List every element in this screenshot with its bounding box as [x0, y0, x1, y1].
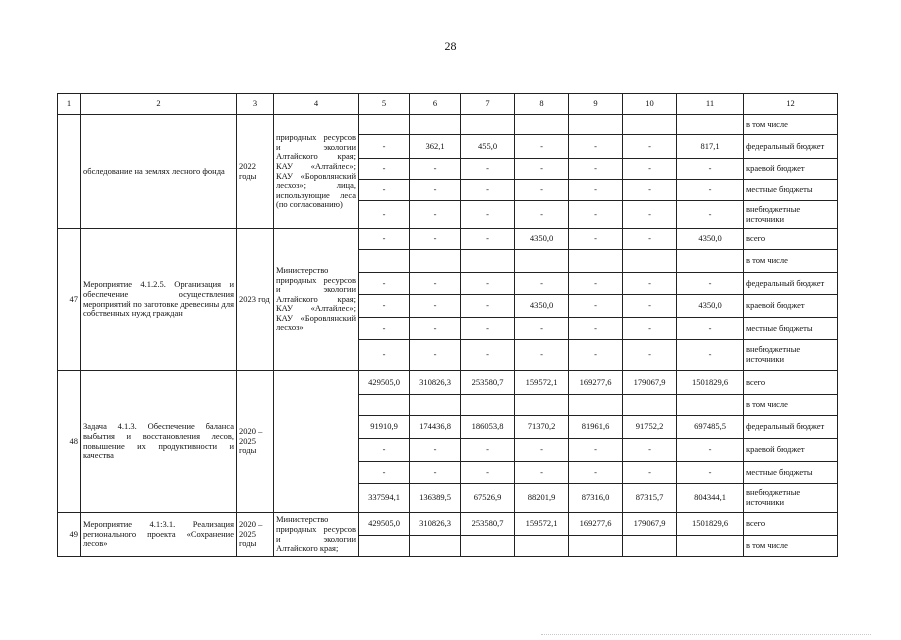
amount-cell: 87316,0	[569, 484, 623, 513]
term-years: 2023 год	[237, 229, 274, 371]
amount-cell: -	[677, 318, 744, 340]
funding-source: краевой бюджет	[744, 295, 838, 318]
amount-cell: -	[410, 318, 461, 340]
amount-cell: -	[515, 201, 569, 229]
amount-cell: -	[569, 229, 623, 250]
row-number	[58, 115, 81, 229]
amount-cell: 429505,0	[359, 371, 410, 395]
amount-cell: -	[569, 273, 623, 295]
amount-cell: 253580,7	[461, 371, 515, 395]
funding-source: в том числе	[744, 395, 838, 416]
amount-cell: -	[410, 159, 461, 180]
amount-cell: 804344,1	[677, 484, 744, 513]
amount-cell: -	[623, 295, 677, 318]
amount-cell: -	[461, 229, 515, 250]
financing-table	[57, 93, 838, 557]
funding-source: местные бюджеты	[744, 462, 838, 484]
amount-cell: 817,1	[677, 135, 744, 159]
column-header: 10	[623, 94, 677, 115]
funding-source: в том числе	[744, 115, 838, 135]
amount-cell	[623, 395, 677, 416]
amount-cell: -	[623, 229, 677, 250]
funding-source: всего	[744, 229, 838, 250]
row-number: 49	[58, 513, 81, 557]
amount-cell	[515, 395, 569, 416]
amount-cell: -	[677, 340, 744, 371]
amount-cell: 91910,9	[359, 416, 410, 439]
amount-cell: -	[359, 273, 410, 295]
column-header-row	[58, 94, 838, 115]
funding-source: всего	[744, 513, 838, 536]
amount-cell	[410, 536, 461, 557]
amount-cell: -	[359, 439, 410, 462]
amount-cell: 455,0	[461, 135, 515, 159]
amount-cell: 169277,6	[569, 371, 623, 395]
column-header: 8	[515, 94, 569, 115]
amount-cell: -	[410, 229, 461, 250]
column-header: 5	[359, 94, 410, 115]
table-row	[58, 115, 838, 135]
amount-cell: -	[569, 135, 623, 159]
amount-cell: -	[569, 159, 623, 180]
amount-cell: 81961,6	[569, 416, 623, 439]
column-header: 11	[677, 94, 744, 115]
funding-source: внебюджетные источники	[744, 201, 838, 229]
table-row	[58, 371, 838, 395]
amount-cell: -	[515, 273, 569, 295]
amount-cell: -	[569, 295, 623, 318]
amount-cell: -	[410, 340, 461, 371]
amount-cell: -	[515, 318, 569, 340]
funding-source: федеральный бюджет	[744, 416, 838, 439]
amount-cell: -	[569, 318, 623, 340]
amount-cell	[515, 115, 569, 135]
amount-cell: 179067,9	[623, 371, 677, 395]
amount-cell: 337594,1	[359, 484, 410, 513]
amount-cell: -	[623, 135, 677, 159]
amount-cell: -	[461, 295, 515, 318]
funding-source: краевой бюджет	[744, 439, 838, 462]
funding-source: местные бюджеты	[744, 318, 838, 340]
funding-source: в том числе	[744, 536, 838, 557]
amount-cell: -	[623, 462, 677, 484]
funding-source: федеральный бюджет	[744, 135, 838, 159]
amount-cell: 4350,0	[515, 295, 569, 318]
amount-cell: 253580,7	[461, 513, 515, 536]
amount-cell: -	[569, 462, 623, 484]
term-years: 2020 – 2025 годы	[237, 513, 274, 557]
amount-cell: -	[410, 201, 461, 229]
amount-cell: -	[623, 180, 677, 201]
column-header: 12	[744, 94, 838, 115]
amount-cell: -	[461, 180, 515, 201]
amount-cell: -	[569, 439, 623, 462]
amount-cell	[677, 115, 744, 135]
amount-cell: -	[410, 295, 461, 318]
amount-cell: 159572,1	[515, 371, 569, 395]
amount-cell: -	[677, 201, 744, 229]
amount-cell: -	[410, 462, 461, 484]
amount-cell: -	[515, 180, 569, 201]
amount-cell: -	[569, 180, 623, 201]
amount-cell: -	[623, 318, 677, 340]
amount-cell	[623, 250, 677, 273]
amount-cell: -	[623, 273, 677, 295]
column-header: 1	[58, 94, 81, 115]
amount-cell: -	[410, 180, 461, 201]
amount-cell: 71370,2	[515, 416, 569, 439]
scan-artifact	[541, 634, 871, 638]
amount-cell	[569, 395, 623, 416]
amount-cell	[461, 115, 515, 135]
column-header: 3	[237, 94, 274, 115]
executor: Министерство природных ресурсов и экологии Алтайского края; КАУ «Алтайлес»; КАУ «Боровлянский лесхоз»	[274, 229, 359, 371]
amount-cell: -	[410, 273, 461, 295]
amount-cell	[569, 536, 623, 557]
row-number: 48	[58, 371, 81, 513]
amount-cell	[410, 395, 461, 416]
amount-cell: -	[359, 229, 410, 250]
amount-cell: -	[359, 201, 410, 229]
amount-cell	[359, 536, 410, 557]
amount-cell: -	[623, 340, 677, 371]
amount-cell: -	[515, 462, 569, 484]
amount-cell: 697485,5	[677, 416, 744, 439]
amount-cell: -	[515, 340, 569, 371]
amount-cell	[461, 536, 515, 557]
amount-cell	[623, 536, 677, 557]
funding-source: всего	[744, 371, 838, 395]
executor	[274, 371, 359, 513]
amount-cell: -	[461, 439, 515, 462]
amount-cell: 1501829,6	[677, 513, 744, 536]
amount-cell: -	[359, 295, 410, 318]
funding-source: местные бюджеты	[744, 180, 838, 201]
table-row	[58, 229, 838, 250]
amount-cell	[569, 250, 623, 273]
amount-cell	[359, 115, 410, 135]
amount-cell: 91752,2	[623, 416, 677, 439]
funding-source: внебюджетные источники	[744, 340, 838, 371]
amount-cell: -	[677, 159, 744, 180]
executor: Министерство природных ресурсов и экологии Алтайского края;	[274, 513, 359, 557]
amount-cell	[569, 115, 623, 135]
amount-cell: 186053,8	[461, 416, 515, 439]
amount-cell: -	[515, 135, 569, 159]
amount-cell: 1501829,6	[677, 371, 744, 395]
amount-cell	[677, 536, 744, 557]
amount-cell: 136389,5	[410, 484, 461, 513]
measure-name: Задача 4.1.3. Обеспечение баланса выбытия и восстановления лесов, повышение их продуктивности и качества	[81, 371, 237, 513]
amount-cell: -	[461, 340, 515, 371]
term-years: 2022 годы	[237, 115, 274, 229]
amount-cell: 362,1	[410, 135, 461, 159]
amount-cell: -	[623, 159, 677, 180]
amount-cell: -	[359, 135, 410, 159]
amount-cell	[410, 250, 461, 273]
row-number: 47	[58, 229, 81, 371]
amount-cell	[515, 536, 569, 557]
amount-cell: 174436,8	[410, 416, 461, 439]
measure-name: обследование на землях лесного фонда	[81, 115, 237, 229]
amount-cell: -	[410, 439, 461, 462]
amount-cell	[359, 395, 410, 416]
amount-cell: -	[677, 439, 744, 462]
column-header: 2	[81, 94, 237, 115]
executor: природных ресурсов и экологии Алтайского края; КАУ «Алтайлес»; КАУ «Боровлянский лесхоз»; лица, использующие леса (по согласованию)	[274, 115, 359, 229]
amount-cell: 67526,9	[461, 484, 515, 513]
amount-cell: -	[461, 201, 515, 229]
amount-cell: -	[461, 159, 515, 180]
amount-cell: -	[461, 462, 515, 484]
funding-source: внебюджетные источники	[744, 484, 838, 513]
amount-cell: -	[515, 439, 569, 462]
measure-name: Мероприятие 4.1:3.1. Реализация регионального проекта «Сохранение лесов»	[81, 513, 237, 557]
amount-cell: -	[359, 462, 410, 484]
column-header: 9	[569, 94, 623, 115]
funding-source: федеральный бюджет	[744, 273, 838, 295]
amount-cell: -	[515, 159, 569, 180]
amount-cell: -	[359, 180, 410, 201]
amount-cell	[515, 250, 569, 273]
funding-source: краевой бюджет	[744, 159, 838, 180]
amount-cell: -	[623, 201, 677, 229]
amount-cell: 88201,9	[515, 484, 569, 513]
table-row	[58, 513, 838, 536]
measure-name: Мероприятие 4.1.2.5. Организация и обеспечение осуществления мероприятий по заготовке древесины для собственных нужд граждан	[81, 229, 237, 371]
column-header: 4	[274, 94, 359, 115]
amount-cell: 4350,0	[677, 229, 744, 250]
amount-cell: 87315,7	[623, 484, 677, 513]
amount-cell: -	[359, 159, 410, 180]
amount-cell: -	[677, 180, 744, 201]
amount-cell: 310826,3	[410, 371, 461, 395]
amount-cell: 159572,1	[515, 513, 569, 536]
amount-cell: 4350,0	[677, 295, 744, 318]
amount-cell: 429505,0	[359, 513, 410, 536]
column-header: 6	[410, 94, 461, 115]
amount-cell	[461, 395, 515, 416]
amount-cell	[623, 115, 677, 135]
column-header: 7	[461, 94, 515, 115]
amount-cell: -	[359, 318, 410, 340]
amount-cell: -	[461, 273, 515, 295]
amount-cell	[461, 250, 515, 273]
amount-cell: 4350,0	[515, 229, 569, 250]
amount-cell	[677, 395, 744, 416]
amount-cell: -	[677, 462, 744, 484]
amount-cell	[677, 250, 744, 273]
amount-cell: 179067,9	[623, 513, 677, 536]
amount-cell: -	[359, 340, 410, 371]
amount-cell: 310826,3	[410, 513, 461, 536]
amount-cell	[359, 250, 410, 273]
amount-cell: 169277,6	[569, 513, 623, 536]
amount-cell: -	[677, 273, 744, 295]
funding-source: в том числе	[744, 250, 838, 273]
term-years: 2020 – 2025 годы	[237, 371, 274, 513]
page-number: 28	[444, 39, 457, 53]
amount-cell: -	[569, 201, 623, 229]
amount-cell	[410, 115, 461, 135]
amount-cell: -	[461, 318, 515, 340]
amount-cell: -	[569, 340, 623, 371]
amount-cell: -	[623, 439, 677, 462]
